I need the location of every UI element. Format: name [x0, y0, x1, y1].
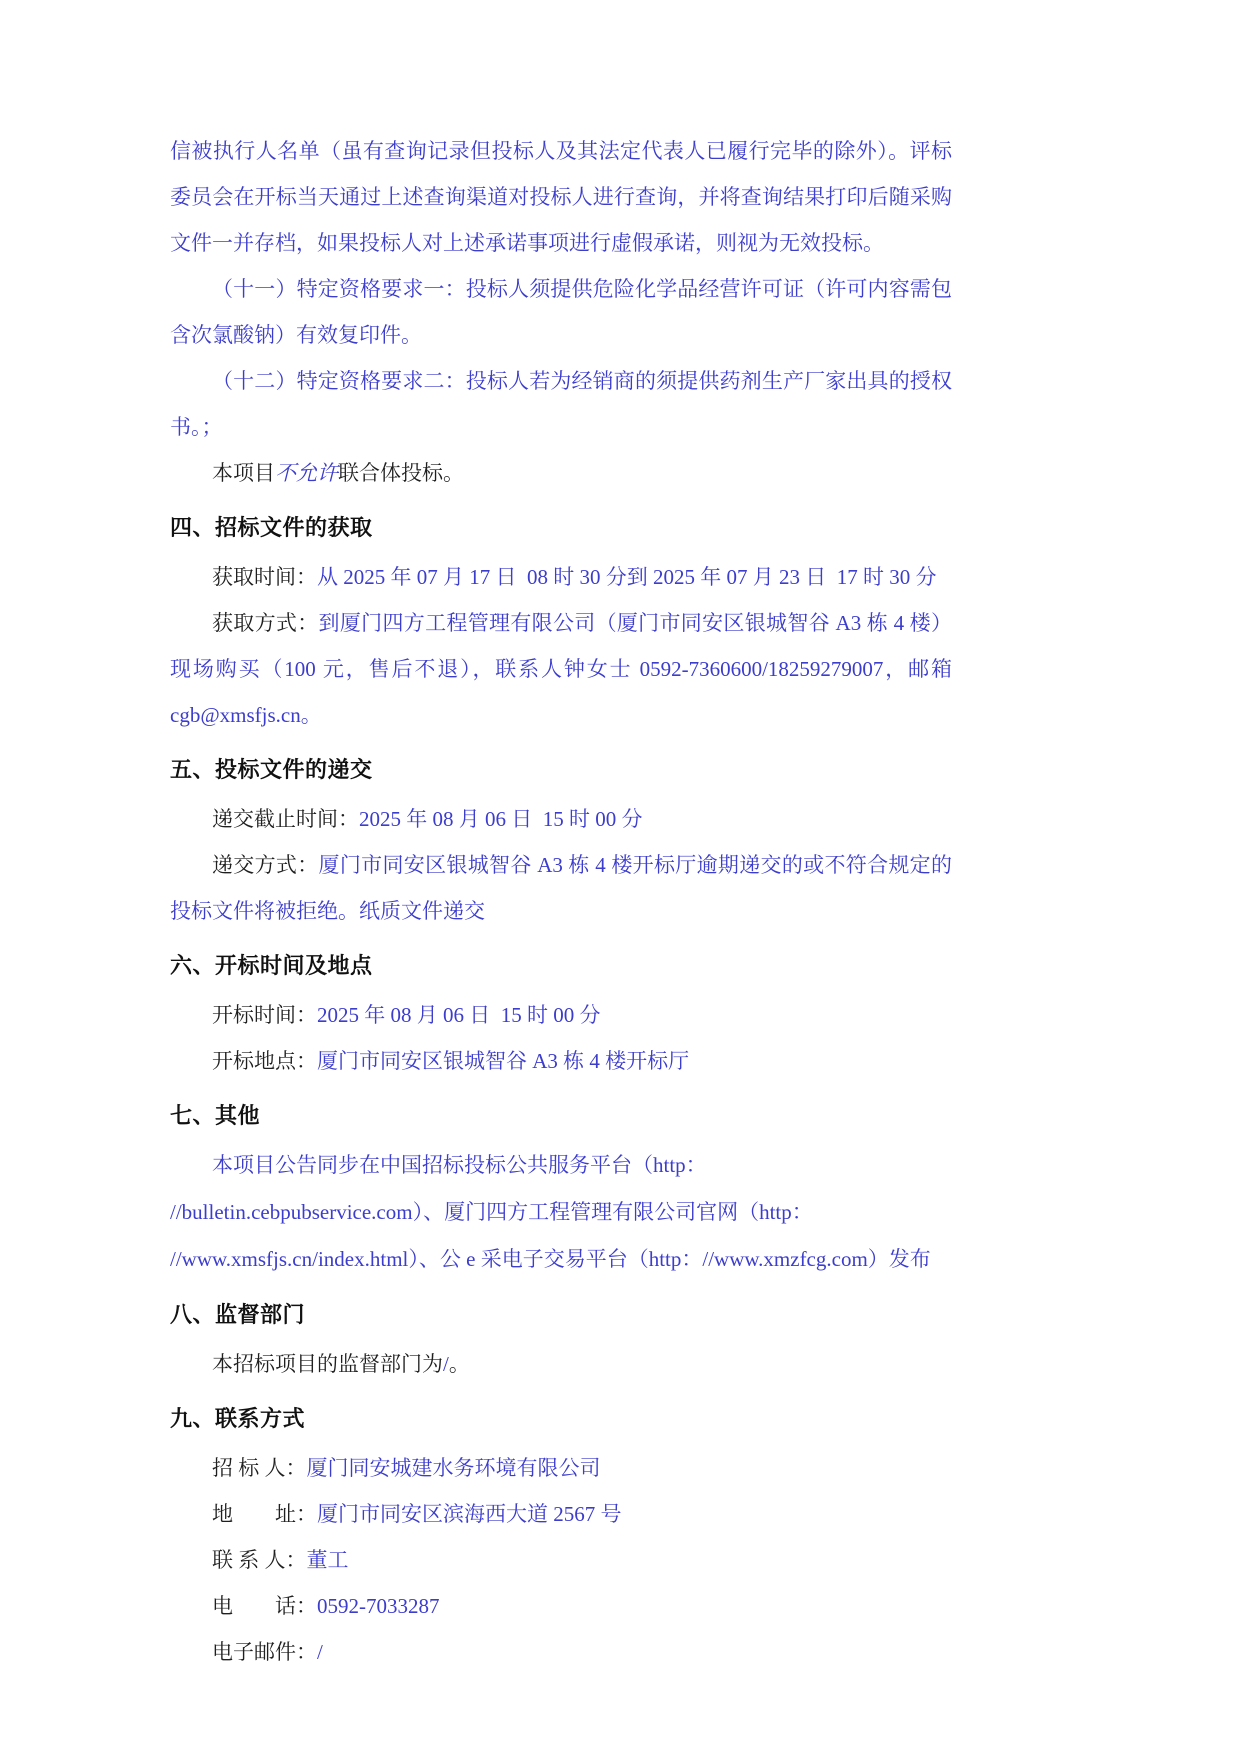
- submit-method-value: 厦门市同安区银城智谷 A3 栋 4 楼开标厅逾期递交的或不符合规定的投标文件将被拒绝。纸质文件递交: [170, 853, 952, 923]
- contact-tenderer-value: 厦门同安城建水务环境有限公司: [306, 1456, 601, 1480]
- opening-place-label: 开标地点：: [212, 1049, 317, 1073]
- requirement-11-paragraph: [170, 266, 952, 358]
- acquire-method-label: 获取方式：: [212, 611, 319, 635]
- contact-person-row: [170, 1537, 952, 1583]
- acquire-time-value: 从 2025 年 07 月 17 日 08 时 30 分到 2025 年 07 月 23 日 17 时 30 分: [317, 565, 937, 589]
- contact-address-row: [170, 1491, 952, 1537]
- supervision-suffix: 。: [448, 1352, 470, 1376]
- supervision-slash: /: [443, 1352, 449, 1376]
- contact-person-value: 董工: [306, 1548, 349, 1572]
- section-9-heading: 九、联系方式: [170, 1406, 306, 1431]
- contact-tenderer-label: 招 标 人：: [212, 1456, 307, 1480]
- opening-place-row: [170, 1038, 952, 1084]
- supervision-paragraph: [170, 1341, 952, 1387]
- section-8-heading: 八、监督部门: [170, 1302, 306, 1327]
- section-6-heading: 六、开标时间及地点: [170, 953, 373, 978]
- contact-phone-value: 0592-7033287: [317, 1594, 440, 1618]
- contact-email-label: 电子邮件：: [212, 1640, 317, 1664]
- contact-person-label: 联 系 人：: [212, 1548, 307, 1572]
- contact-phone-label: 电 话：: [212, 1594, 317, 1618]
- contact-email-row: [170, 1629, 952, 1675]
- consortium-prefix: 本项目: [212, 461, 275, 485]
- contact-phone-row: [170, 1583, 952, 1629]
- contact-address-label: 地 址：: [212, 1502, 317, 1526]
- submit-method-row: [170, 842, 952, 934]
- submit-method-label: 递交方式：: [212, 853, 319, 877]
- contact-email-value: /: [317, 1640, 323, 1664]
- opening-time-label: 开标时间：: [212, 1003, 317, 1027]
- opening-place-value: 厦门市同安区银城智谷 A3 栋 4 楼开标厅: [317, 1049, 690, 1073]
- requirement-12-paragraph: [170, 358, 952, 450]
- acquire-method-row: [170, 600, 958, 738]
- opening-time-value: 2025 年 08 月 06 日 15 时 00 分: [317, 1003, 601, 1027]
- contact-tenderer-row: [170, 1445, 952, 1491]
- consortium-suffix: 联合体投标。: [338, 461, 464, 485]
- requirement-12-text: （十二）特定资格要求二：投标人若为经销商的须提供药剂生产厂家出具的授权书。；: [170, 369, 952, 439]
- acquire-time-row: [170, 554, 952, 600]
- submit-deadline-value: 2025 年 08 月 06 日 15 时 00 分: [359, 807, 643, 831]
- announce-platform-line-2: //bulletin.cebpubservice.com）、厦门四方工程管理有限公司官网（http：: [170, 1200, 813, 1224]
- announce-platform-line-1: 本项目公告同步在中国招标投标公共服务平台（http：: [212, 1153, 707, 1177]
- carryover-text: 信被执行人名单（虽有查询记录但投标人及其法定代表人已履行完毕的除外）。评标委员会在开标当天通过上述查询渠道对投标人进行查询，并将查询结果打印后随采购文件一并存档，如果投标人对上述承诺事项进行虚假承诺，则视为无效投标。: [170, 139, 952, 255]
- carryover-paragraph: [170, 128, 952, 266]
- requirement-11-text: （十一）特定资格要求一：投标人须提供危险化学品经营许可证（许可内容需包含次氯酸钠）有效复印件。: [170, 277, 952, 347]
- section-5-heading: 五、投标文件的递交: [170, 757, 373, 782]
- consortium-paragraph: [170, 450, 952, 496]
- acquire-time-label: 获取时间：: [212, 565, 317, 589]
- section-7-heading: 七、其他: [170, 1103, 261, 1128]
- opening-time-row: [170, 992, 952, 1038]
- acquire-method-value: 到厦门四方工程管理有限公司（厦门市同安区银城智谷 A3 栋 4 楼）现场购买（100 元，售后不退），联系人钟女士 0592-7360600/18259279007，邮箱 cgb@xmsfjs.cn。: [170, 611, 958, 727]
- contact-address-value: 厦门市同安区滨海西大道 2567 号: [317, 1502, 622, 1526]
- consortium-emphasis: 不允许: [275, 461, 338, 485]
- submit-deadline-label: 递交截止时间：: [212, 807, 359, 831]
- supervision-prefix: 本招标项目的监督部门为: [212, 1352, 443, 1376]
- announce-platform-line-3: //www.xmsfjs.cn/index.html）、公 e 采电子交易平台（http：//www.xmzfcg.com）发布: [170, 1247, 931, 1271]
- submit-deadline-row: [170, 796, 952, 842]
- document-content: [170, 128, 958, 1675]
- section-4-heading: 四、招标文件的获取: [170, 515, 373, 540]
